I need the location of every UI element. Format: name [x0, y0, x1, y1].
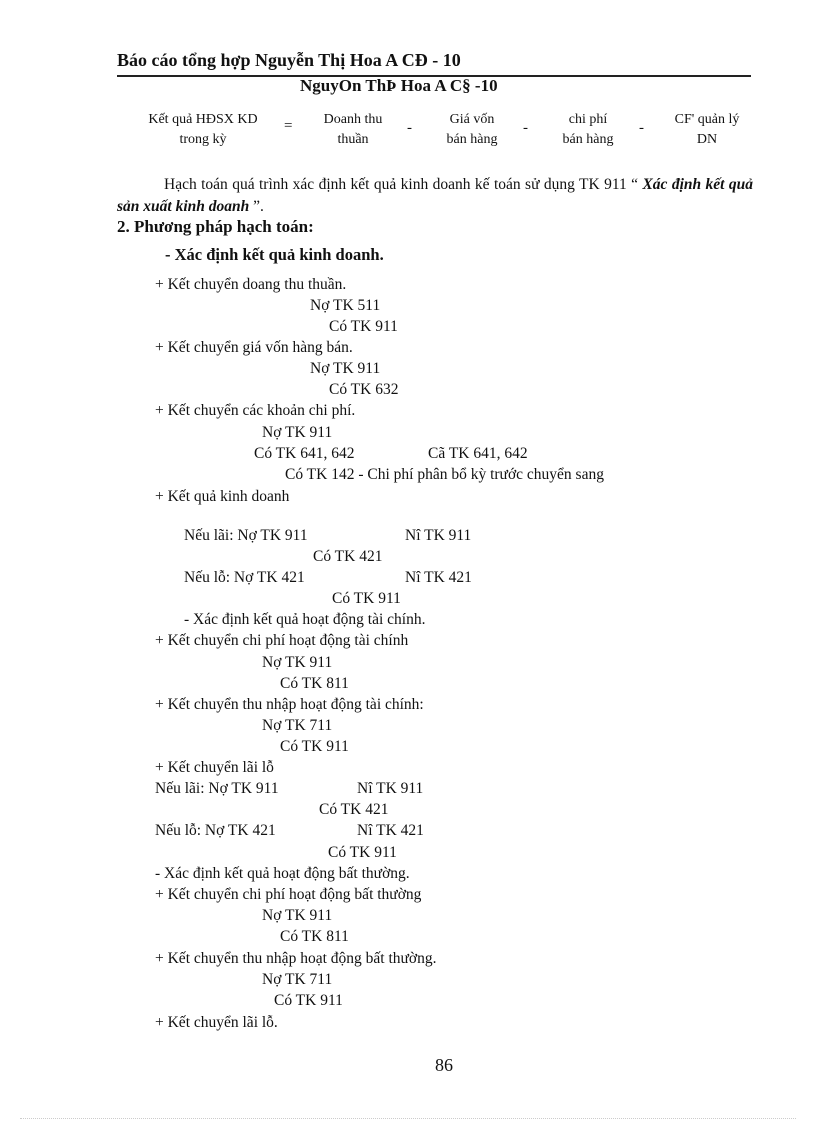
entry-line: Nî TK 911: [405, 527, 472, 544]
entry-line: + Kết chuyển các khoản chi phí.: [155, 402, 356, 419]
formula-selling-cost: chi phí bán hàng: [562, 112, 614, 147]
entry-line: Nî TK 421: [405, 569, 472, 586]
entry-line: + Kết quả kinh doanh: [155, 488, 290, 505]
formula-admin-cost: CF' quản lý DN: [674, 112, 740, 147]
entry-line: Có TK 142 - Chi phí phân bổ kỳ trước chuyển sang: [285, 466, 604, 483]
entry-line: Nếu lỗ: Nợ TK 421: [184, 569, 305, 586]
formula-equals: =: [284, 118, 293, 134]
intro-paragraph: Hạch toán quá trình xác định kết quả kinh doanh kế toán sử dụng TK 911 “ Xác định kết quả sản xuất kinh doanh ”.: [117, 176, 753, 215]
entry-line: + Kết chuyển giá vốn hàng bán.: [155, 339, 353, 356]
intro-emphasis: Xác định kết quả sản xuất kinh doanh: [117, 176, 753, 215]
entry-line: Nợ TK 911: [262, 654, 333, 671]
entry-line: Có TK 811: [280, 675, 349, 692]
entry-line: - Xác định kết quả hoạt động tài chính.: [184, 611, 426, 628]
entry-line: Nếu lỗ: Nợ TK 421: [155, 822, 276, 839]
entry-line: Cã TK 641, 642: [428, 445, 528, 462]
formula-minus-2: -: [523, 120, 528, 136]
entry-line: + Kết chuyển thu nhập hoạt động tài chính:: [155, 696, 424, 713]
entry-line: Có TK 632: [329, 381, 399, 398]
page-header-title: Báo cáo tổng hợp Nguyễn Thị Hoa A CĐ - 10: [117, 50, 461, 70]
formula-cogs: Giá vốn bán hàng: [446, 112, 498, 147]
entry-line: + Kết chuyển chi phí hoạt động bất thường: [155, 886, 422, 903]
entry-line: Nợ TK 911: [262, 907, 333, 924]
entry-line: Có TK 911: [274, 992, 343, 1009]
entry-line: Nợ TK 711: [262, 971, 333, 988]
entry-line: Có TK 911: [280, 738, 349, 755]
entry-line: - Xác định kết quả hoạt động bất thường.: [155, 865, 410, 882]
entry-line: Nợ TK 911: [262, 424, 333, 441]
entry-line: Có TK 911: [329, 318, 398, 335]
entry-line: Nî TK 421: [357, 822, 424, 839]
entry-line: Nợ TK 711: [262, 717, 333, 734]
entry-line: Có TK 421: [319, 801, 389, 818]
entry-line: Nợ TK 511: [310, 297, 381, 314]
entry-line: + Kết chuyển chi phí hoạt động tài chính: [155, 632, 409, 649]
section-subheading: - Xác định kết quả kinh doanh.: [165, 245, 384, 264]
entry-line: + Kết chuyển lãi lỗ.: [155, 1014, 278, 1031]
entry-line: Có TK 811: [280, 928, 349, 945]
entry-line: Có TK 421: [313, 548, 383, 565]
entry-line: Nợ TK 911: [310, 360, 381, 377]
entry-line: Nếu lãi: Nợ TK 911: [184, 527, 308, 544]
formula-minus-1: -: [407, 120, 412, 136]
section-heading: 2. Phương pháp hạch toán:: [117, 217, 314, 236]
entry-line: + Kết chuyển thu nhập hoạt động bất thường.: [155, 950, 437, 967]
entry-line: Nî TK 911: [357, 780, 424, 797]
entry-line: + Kết chuyển lãi lỗ: [155, 759, 274, 776]
entry-line: Nếu lãi: Nợ TK 911: [155, 780, 279, 797]
formula-minus-3: -: [639, 120, 644, 136]
entry-line: Có TK 911: [328, 844, 397, 861]
formula-revenue: Doanh thu thuần: [323, 112, 383, 147]
page-header-subtitle: NguyOn ThÞ Hoa A C§ -10: [300, 76, 498, 95]
page-footer-dotted-rule: [20, 1118, 796, 1119]
entry-line: Có TK 641, 642: [254, 445, 355, 462]
page-number: 86: [435, 1055, 453, 1075]
entry-line: + Kết chuyển doang thu thuần.: [155, 276, 347, 293]
entry-line: Có TK 911: [332, 590, 401, 607]
formula-result: Kết quả HĐSX KD trong kỳ: [148, 112, 258, 147]
